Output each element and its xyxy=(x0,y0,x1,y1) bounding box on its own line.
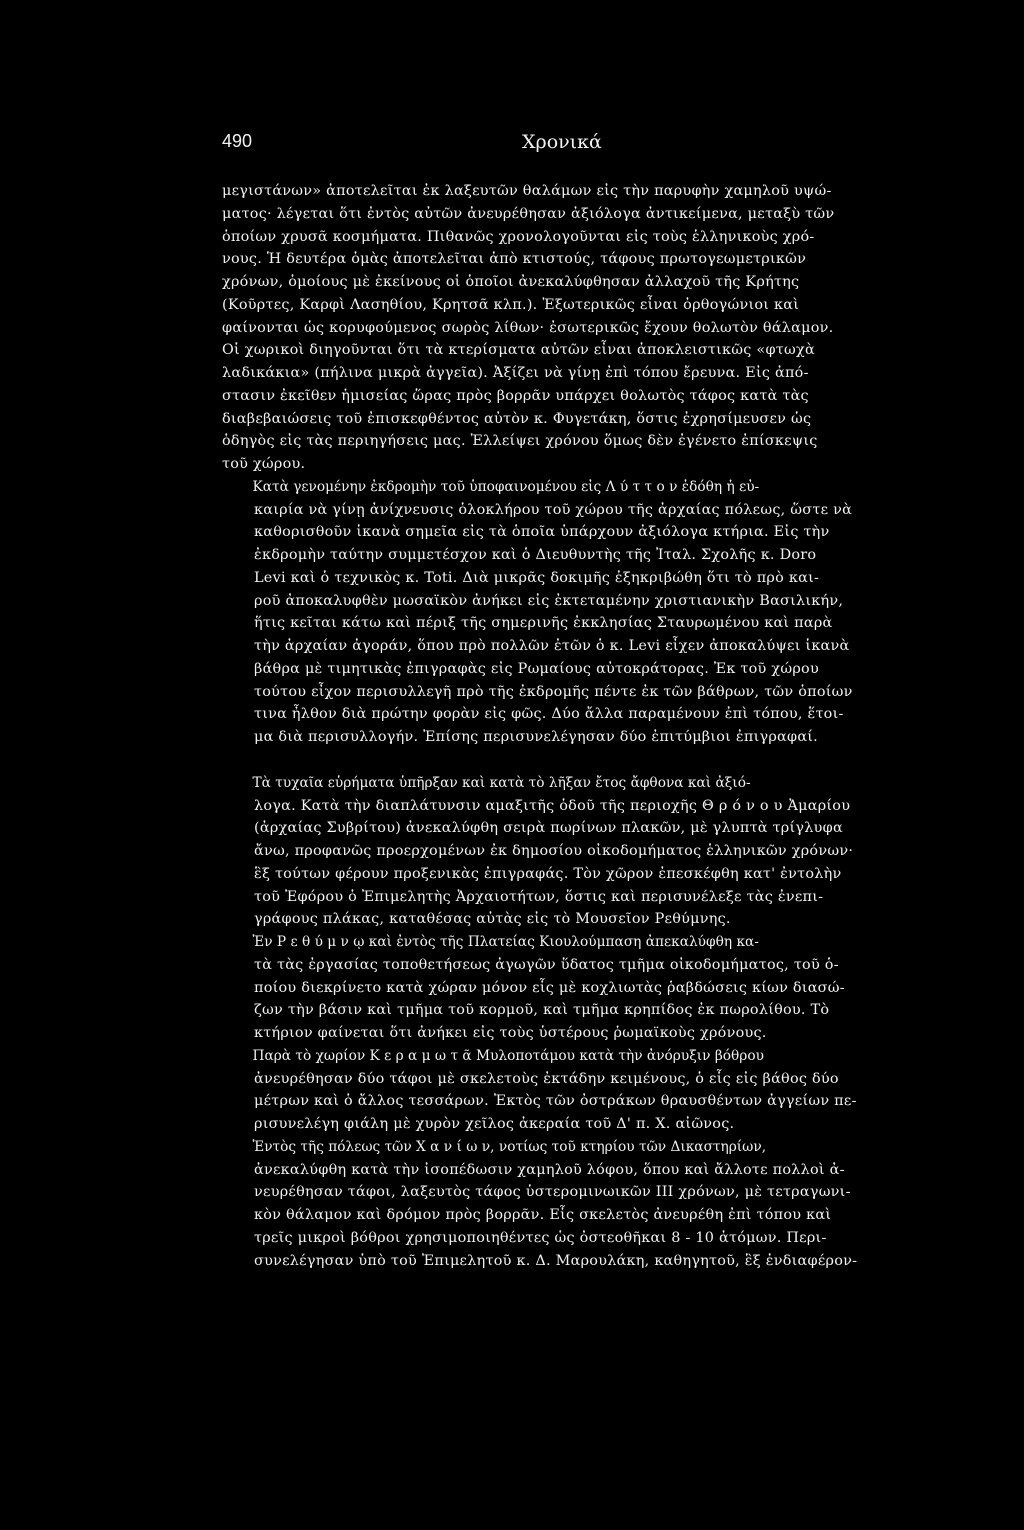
text-line: ἀνεκαλύφθη κατὰ τὴν ἰσοπέδωσιν χαμηλοῦ λόφου, ὅπου καὶ ἄλλοτε πολλοὶ ἀ- xyxy=(254,1161,845,1178)
text-line: ὁδηγὸς εἰς τὰς περιηγήσεις μας. Ἐλλείψει χρόνου ὅμως δὲν ἐγένετο ἐπίσκεψις xyxy=(222,433,818,450)
text-line: κτήριον φαίνεται ὅτι ἀνήκει εἰς τοὺς ὑστέρους ῥωμαϊκοὺς χρόνους. xyxy=(254,1025,767,1041)
text-line: καιρία νὰ γίνῃ ἀνίχνευσις ὁλοκλήρου τοῦ χώρου τῆς ἀρχαίας πόλεως, ὥστε νὰ xyxy=(254,501,853,518)
text-line: ματος· λέγεται ὅτι ἐντὸς αὐτῶν ἀνευρέθησαν ἀξιόλογα ἀντικείμενα, μεταξὺ τῶν xyxy=(222,205,835,222)
paragraph xyxy=(222,1136,906,1273)
text-line: τοῦ χώρου. xyxy=(222,456,306,472)
text-line: ἓξ τούτων φέρουν προξενικὰς ἐπιγραφάς. Τὸν χῶρον ἐπεσκέφθη κατ' ἐντολὴν xyxy=(254,865,842,882)
text-line: ποίου διεκρίνετο κατὰ χώραν μόνον εἷς μὲ κοχλιωτὰς ῥαβδώσεις κίων διασώ- xyxy=(254,979,845,996)
page-number: 490 xyxy=(222,131,253,151)
text-line: τὴν ἀρχαίαν ἀγοράν, ὅπου πρὸ πολλῶν ἐτῶν ὁ κ. Levi εἶχεν ἀποκαλύψει ἱκανὰ xyxy=(254,638,850,654)
text-line: ἄνω, προφανῶς προερχομένων ἐκ δημοσίου οἰκοδομήματος ἑλληνικῶν χρόνων· xyxy=(254,843,854,859)
text-line: νους. Ἡ δευτέρα ὁμὰς ἀποτελεῖται ἀπὸ κτιστούς, τάφους πρωτογεωμετρικῶν xyxy=(222,251,807,268)
text-line: μεγιστάνων» ἀποτελεῖται ἐκ λαξευτῶν θαλάμων εἰς τὴν παρυφὴν χαμηλοῦ υψώ- xyxy=(222,183,832,199)
text-line: μέτρων καὶ ὁ ἄλλος τεσσάρων. Ἐκτὸς τῶν ὀστράκων θραυσθέντων ἀγγείων πε- xyxy=(254,1093,857,1110)
text-line: λογα. Κατὰ τὴν διαπλάτυνσιν αμαξιτῆς ὁδοῦ τῆς περιοχῆς Θ ρ ό ν ο υ Ἀμαρίου xyxy=(254,797,851,814)
text-line: τούτου εἶχον περισυλλεγῆ πρὸ τῆς ἐκδρομῆς πέντε ἐκ τῶν βάθρων, τῶν ὁποίων xyxy=(254,683,853,700)
paragraph xyxy=(222,931,906,1045)
paragraph xyxy=(222,180,906,476)
paragraph xyxy=(222,476,906,749)
text-line: Κατὰ γενομένην ἐκδρομὴν τοῦ ὑποφαινομένου εἰς Λ ύ τ τ ο ν ἐδόθη ἡ εὐ- xyxy=(252,478,760,495)
text-line: βάθρα μὲ τιμητικὰς ἐπιγραφὰς εἰς Ρωμαίους αὐτοκράτορας. Ἐκ τοῦ χώρου xyxy=(254,660,819,677)
text-line: Levi καὶ ὁ τεχνικὸς κ. Toti. Διὰ μικρᾶς δοκιμῆς ἐξηκριβώθη ὅτι τὸ πρὸ και- xyxy=(254,569,820,586)
paragraph xyxy=(222,1045,906,1136)
text-line: Τὰ τυχαῖα εὑρήματα ὑπῆρξαν καὶ κατὰ τὸ λῆξαν ἔτος ἄφθονα καὶ ἀξιό- xyxy=(252,774,751,791)
text-line: τινα ἦλθον διὰ πρώτην φορὰν εἰς φῶς. Δύο ἄλλα παραμένουν ἐπὶ τόπου, ἕτοι- xyxy=(254,706,844,723)
text-line: (ἀρχαίας Συβρίτου) ἀνεκαλύφθη σειρὰ πωρίνων πλακῶν, μὲ γλυπτὰ τρίγλυφα xyxy=(254,820,843,837)
text-line: ἐκδρομὴν ταύτην συμμετέσχον καὶ ὁ Διευθυντὴς τῆς Ἰταλ. Σχολῆς κ. Doro xyxy=(254,547,817,563)
text-line: διαβεβαιώσεις τοῦ ἐπισκεφθέντος αὐτὸν κ. Φυγετάκη, ὅστις ἐχρησίμευσεν ὡς xyxy=(222,410,812,427)
text-line: καθορισθοῦν ἱκανὰ σημεῖα εἰς τὰ ὁποῖα ὑπάρχουν ἀξιόλογα κτήρια. Εἰς τὴν xyxy=(254,524,830,541)
running-head xyxy=(222,131,906,159)
text-line: (Κοῦρτες, Καρφὶ Λασηθίου, Κρητσᾶ κλπ.). Ἐξωτερικῶς εἶναι ὀρθογώνιοι καὶ xyxy=(222,296,800,313)
paragraph xyxy=(222,772,906,931)
text-line: χρόνων, ὁμοίους μὲ ἐκείνους οἱ ὁποῖοι ἀνεκαλύφθησαν ἀλλαχοῦ τῆς Κρήτης xyxy=(222,274,800,290)
text-line: νευρέθησαν τάφοι, λαξευτὸς τάφος ὑστερομινωικῶν ΙΙΙ χρόνων, μὲ τετραγωνι- xyxy=(254,1184,851,1201)
text-line: τὰ τὰς ἐργασίας τοποθετήσεως ἀγωγῶν ὕδατος τμῆμα οἰκοδομήματος, τοῦ ὁ- xyxy=(254,956,839,973)
text-line: ζων τὴν βάσιν καὶ τμῆμα τοῦ κορμοῦ, καὶ τμῆμα κρηπίδος ἐκ πωρολίθου. Τὸ xyxy=(254,1002,830,1019)
text-line: τρεῖς μικροὶ βόθροι χρησιμοποιηθέντες ὡς ὀστεοθῆκαι 8 - 10 ἀτόμων. Περι- xyxy=(254,1229,827,1246)
text-line: μα διὰ περισυλλογήν. Ἐπίσης περισυνελέγησαν δύο ἐπιτύμβιοι ἐπιγραφαί. xyxy=(254,729,819,745)
text-line: Παρὰ τὸ χωρίον Κ ε ρ α μ ω τ ᾶ Μυλοποτάμου κατὰ τὴν ἀνόρυξιν βόθρου xyxy=(252,1047,764,1064)
text-line: ρισυνελέγη φιάλη μὲ χυρὸν χεῖλος ἀκεραία τοῦ Δ' π. Χ. αἰῶνος. xyxy=(254,1116,735,1132)
text-line: φαίνονται ὡς κορυφούμενος σωρὸς λίθων· ἐσωτερικῶς ἔχουν θολωτὸν θάλαμον. xyxy=(222,319,834,336)
text-line: συνελέγησαν ὑπὸ τοῦ Ἐπιμελητοῦ κ. Δ. Μαρουλάκη, καθηγητοῦ, ἓξ ἐνδιαφέρον- xyxy=(254,1252,858,1269)
text-line: Οἱ χωρικοὶ διηγοῦνται ὅτι τὰ κτερίσματα αὐτῶν εἶναι ἀποκλειστικῶς «φτωχὰ xyxy=(222,342,815,359)
text-line: γράφους πλάκας, καταθέσας αὐτὰς εἰς τὸ Μουσεῖον Ρεθύμνης. xyxy=(254,911,731,928)
running-title: Χρονικά xyxy=(522,131,602,153)
text-line: Ἐντὸς τῆς πόλεως τῶν Χ α ν ί ω ν, νοτίως τοῦ κτηρίου τῶν Δικαστηρίων, xyxy=(252,1138,767,1155)
text-line: στασιν ἐκεῖθεν ἡμισείας ὥρας πρὸς βορρᾶν υπάρχει θολωτὸς τάφος κατὰ τὰς xyxy=(222,387,809,404)
text-line: ροῦ ἀποκαλυφθὲν μωσαϊκὸν ἀνήκει εἰς ἐκτεταμένην χριστιανικὴν Βασιλικήν, xyxy=(254,592,844,609)
text-line: ἀνευρέθησαν δύο τάφοι μὲ σκελετοὺς ἐκτάδην κειμένους, ὁ εἷς εἰς βάθος δύο xyxy=(254,1070,839,1087)
text-line: ἥτις κεῖται κάτω καὶ πέριξ τῆς σημερινῆς ἐκκλησίας Σταυρωμένου καὶ παρὰ xyxy=(254,615,833,632)
text-line: λαδικάκια» (πήλινα μικρὰ ἀγγεῖα). Ἀξίζει νὰ γίνῃ ἐπὶ τόπου ἔρευνα. Εἰς ἀπό- xyxy=(222,365,809,381)
text-line: τοῦ Ἐφόρου ὁ Ἐπιμελητὴς Ἀρχαιοτήτων, ὅστις καὶ περισυνέλεξε τὰς ἐνεπι- xyxy=(254,888,824,905)
text-line: ὁποίων χρυσᾶ κοσμήματα. Πιθανῶς χρονολογοῦνται εἰς τοὺς ἑλληνικοὺς χρό- xyxy=(222,228,815,245)
body-text xyxy=(222,180,906,1272)
text-line: Ἐν Ρ ε θ ύ μ ν ῳ καὶ ἐντὸς τῆς Πλατείας Κιουλούμπαση ἀπεκαλύφθη κα- xyxy=(252,934,759,950)
text-line: κὸν θάλαμον καὶ δρόμον πρὸς βορρᾶν. Εἷς σκελετὸς ἀνευρέθη ἐπὶ τόπου καὶ xyxy=(254,1207,832,1223)
